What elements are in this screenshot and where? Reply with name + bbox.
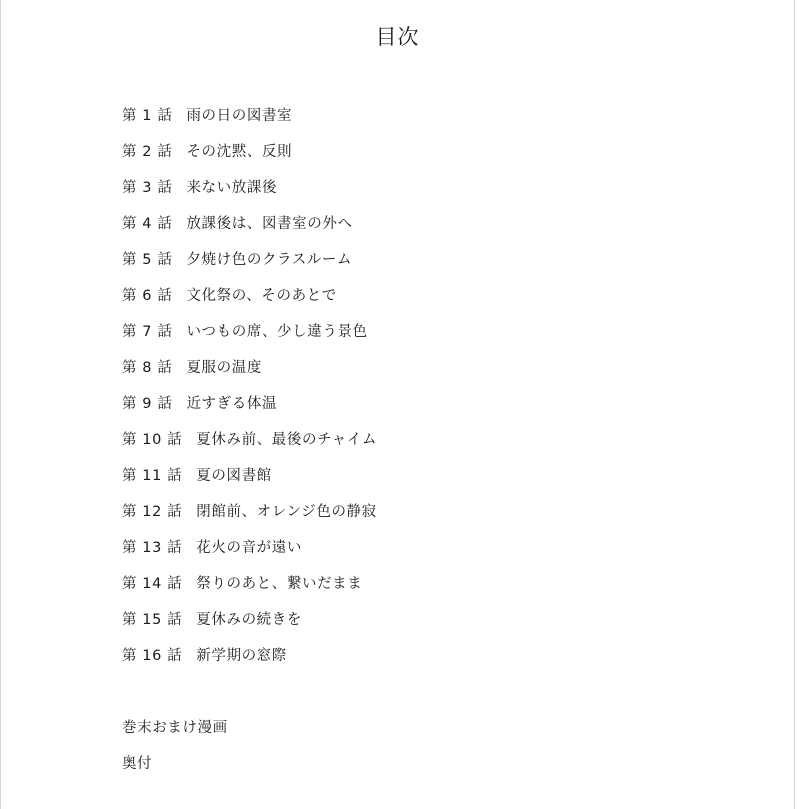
chapter-title: 放課後は、図書室の外へ	[186, 216, 353, 232]
toc-entry	[122, 176, 377, 212]
chapter-number: 第 8 話	[122, 360, 173, 376]
chapter-number: 第 7 話	[122, 324, 173, 340]
chapter-number: 第 2 話	[122, 144, 173, 160]
chapter-title: その沈黙、反則	[186, 144, 293, 160]
chapter-title: 新学期の窓際	[196, 648, 287, 664]
chapter-title: 花火の音が遠い	[196, 540, 302, 556]
chapter-number: 第 4 話	[122, 216, 173, 232]
chapter-title: 雨の日の図書室	[186, 108, 293, 124]
chapter-number: 第 1 話	[122, 108, 173, 124]
back-matter-label: 巻末	[122, 720, 153, 736]
chapter-title: 夏休み前、最後のチャイム	[196, 432, 378, 448]
chapter-number: 第 10 話	[122, 432, 183, 448]
chapter-number: 第 14 話	[122, 576, 183, 592]
toc-entry	[122, 500, 377, 536]
chapter-number: 第 9 話	[122, 396, 173, 412]
toc-entry	[122, 536, 377, 572]
chapter-title: いつもの席、少し違う景色	[186, 324, 368, 340]
back-matter-label: 奥付	[122, 756, 153, 772]
chapter-title: 祭りのあと、繋いだまま	[196, 576, 363, 592]
chapter-title: 近すぎる体温	[186, 396, 278, 412]
toc-entry	[122, 608, 377, 644]
toc-entry	[122, 392, 377, 428]
toc-entry	[122, 248, 377, 284]
toc-entry	[122, 140, 377, 176]
toc-entry	[122, 104, 377, 140]
chapter-number: 第 3 話	[122, 180, 173, 196]
back-matter-list	[122, 716, 228, 788]
toc-entry	[122, 212, 377, 248]
back-matter-entry	[122, 752, 228, 788]
chapter-number: 第 11 話	[122, 468, 183, 484]
toc-entry	[122, 284, 377, 320]
toc-entry	[122, 356, 377, 392]
back-matter-title: おまけ漫画	[152, 720, 228, 736]
table-of-contents	[122, 104, 377, 680]
toc-entry	[122, 320, 377, 356]
chapter-number: 第 6 話	[122, 288, 173, 304]
chapter-title: 閉館前、オレンジ色の静寂	[196, 504, 377, 520]
chapter-number: 第 15 話	[122, 612, 183, 628]
back-matter-entry	[122, 716, 228, 752]
chapter-title: 夏休みの続きを	[196, 612, 302, 628]
chapter-number: 第 16 話	[122, 648, 183, 664]
toc-entry	[122, 572, 377, 608]
chapter-title: 夏服の温度	[186, 360, 262, 376]
chapter-title: 夕焼け色のクラスルーム	[186, 252, 353, 268]
chapter-number: 第 13 話	[122, 540, 183, 556]
toc-entry	[122, 644, 377, 680]
chapter-number: 第 12 話	[122, 504, 183, 520]
chapter-title: 夏の図書館	[196, 468, 272, 484]
chapter-number: 第 5 話	[122, 252, 173, 268]
chapter-title: 来ない放課後	[186, 180, 278, 196]
chapter-title: 文化祭の、そのあとで	[186, 288, 337, 304]
toc-entry	[122, 464, 377, 500]
page-title: 目次	[375, 25, 420, 49]
toc-entry	[122, 428, 377, 464]
